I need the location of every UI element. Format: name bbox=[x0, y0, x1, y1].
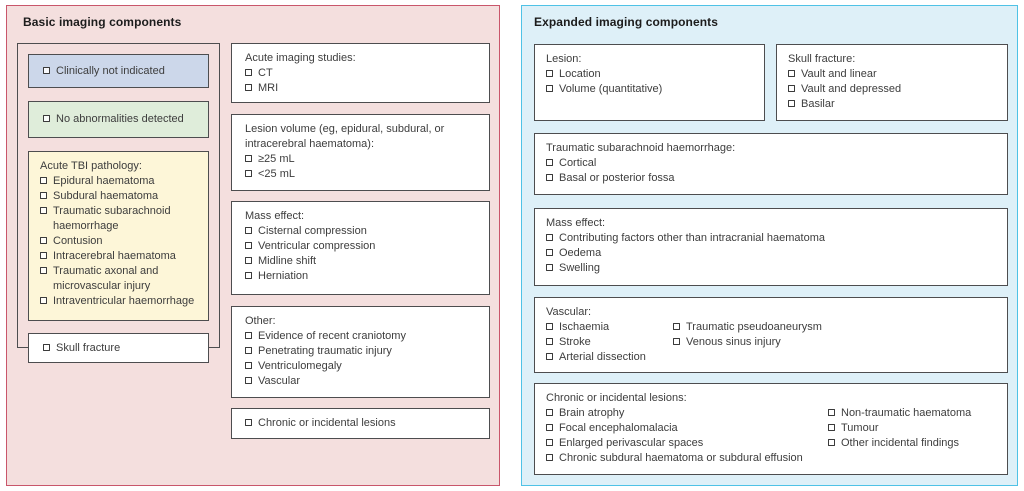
checklist-item-label: No abnormalities detected bbox=[56, 113, 184, 125]
checkbox-icon bbox=[43, 344, 50, 351]
checklist-column-2 bbox=[828, 406, 997, 451]
checklist bbox=[40, 174, 202, 309]
panel-basic-imaging bbox=[6, 5, 500, 486]
box-vascular-expanded bbox=[534, 297, 1008, 373]
checklist-item bbox=[245, 66, 479, 81]
checklist-item bbox=[546, 171, 997, 186]
checkbox-icon bbox=[245, 272, 252, 279]
checklist bbox=[546, 67, 754, 97]
checklist-item-label: Subdural haematoma bbox=[53, 190, 159, 202]
box-title: Acute imaging studies: bbox=[245, 52, 356, 64]
checklist-item-label: Tumour bbox=[841, 422, 879, 434]
checklist-item-label: Intraventricular haemorrhage bbox=[53, 295, 195, 307]
checklist-item bbox=[546, 421, 828, 436]
checklist-item-label: Ventriculomegaly bbox=[258, 360, 342, 372]
checkbox-icon bbox=[546, 454, 553, 461]
checkbox-icon bbox=[40, 237, 47, 244]
checkbox-icon bbox=[546, 234, 553, 241]
checklist-item bbox=[673, 320, 997, 335]
checkbox-icon bbox=[245, 170, 252, 177]
checkbox-icon bbox=[546, 409, 553, 416]
checkbox-icon bbox=[43, 67, 50, 74]
checklist-item-label: Stroke bbox=[559, 336, 591, 348]
panel-expanded-imaging bbox=[521, 5, 1018, 486]
checklist-item-label: Basilar bbox=[801, 98, 835, 110]
checklist-item-label: Brain atrophy bbox=[559, 407, 625, 419]
checklist-item bbox=[546, 350, 673, 365]
checklist-item bbox=[43, 112, 200, 127]
checklist-item bbox=[245, 239, 479, 254]
checkbox-icon bbox=[245, 347, 252, 354]
checklist-item bbox=[788, 67, 997, 82]
checklist-item bbox=[245, 81, 479, 96]
checklist-item bbox=[40, 249, 202, 264]
checkbox-icon bbox=[546, 264, 553, 271]
box-skull-fracture-expanded bbox=[776, 44, 1008, 121]
checklist-item-label: Location bbox=[559, 68, 601, 80]
checkbox-icon bbox=[245, 69, 252, 76]
checkbox-icon bbox=[245, 155, 252, 162]
checkbox-icon bbox=[43, 115, 50, 122]
checklist-item-label: Herniation bbox=[258, 270, 309, 282]
checklist-item bbox=[546, 82, 754, 97]
checklist-item bbox=[245, 329, 479, 344]
checkbox-icon bbox=[673, 323, 680, 330]
checklist bbox=[245, 224, 479, 284]
checkbox-icon bbox=[40, 177, 47, 184]
box-lesion bbox=[534, 44, 765, 121]
checklist-item-label: Ventricular compression bbox=[258, 240, 376, 252]
checklist-item bbox=[43, 341, 200, 356]
checklist-column-1 bbox=[546, 406, 828, 466]
checklist-item bbox=[788, 82, 997, 97]
box-title: Vascular: bbox=[546, 306, 592, 318]
checklist-item-label: Volume (quantitative) bbox=[559, 83, 663, 95]
box-chronic-or-incidental-basic bbox=[231, 408, 490, 439]
checkbox-icon bbox=[788, 100, 795, 107]
checklist-item bbox=[673, 335, 997, 350]
checklist bbox=[546, 231, 997, 276]
checklist-item bbox=[828, 436, 997, 451]
checklist-item-label: Basal or posterior fossa bbox=[559, 172, 675, 184]
checklist-item bbox=[828, 421, 997, 436]
checklist-item-label: Non-traumatic haematoma bbox=[841, 407, 972, 419]
checklist-item bbox=[245, 344, 479, 359]
checkbox-icon bbox=[788, 70, 795, 77]
checkbox-icon bbox=[546, 159, 553, 166]
checklist-item bbox=[546, 335, 673, 350]
checklist-item bbox=[546, 231, 997, 246]
checkbox-icon bbox=[788, 85, 795, 92]
checklist-item-label: Oedema bbox=[559, 247, 602, 259]
checklist bbox=[245, 152, 479, 182]
checkbox-icon bbox=[40, 192, 47, 199]
box-title: Mass effect: bbox=[245, 210, 305, 222]
checklist-item bbox=[40, 294, 202, 309]
checklist-item bbox=[245, 224, 479, 239]
box-traumatic-subarachnoid-haemorrhage bbox=[534, 133, 1008, 195]
checklist-item-label: Enlarged perivascular spaces bbox=[559, 437, 704, 449]
checklist-item-label: Chronic subdural haematoma or subdural effusion bbox=[559, 452, 803, 464]
checkbox-icon bbox=[828, 409, 835, 416]
checklist-item bbox=[43, 64, 200, 79]
checklist-item-label: Epidural haematoma bbox=[53, 175, 155, 187]
box-title: Lesion: bbox=[546, 53, 582, 65]
box-acute-imaging-studies bbox=[231, 43, 490, 103]
checkbox-icon bbox=[828, 424, 835, 431]
checklist-item bbox=[245, 254, 479, 269]
checklist-item-label: Penetrating traumatic injury bbox=[258, 345, 392, 357]
checklist-item bbox=[546, 67, 754, 82]
checkbox-icon bbox=[40, 267, 47, 274]
checkbox-icon bbox=[546, 338, 553, 345]
checklist-item bbox=[40, 264, 202, 294]
checkbox-icon bbox=[245, 242, 252, 249]
checkbox-icon bbox=[245, 419, 252, 426]
checkbox-icon bbox=[40, 297, 47, 304]
checklist-item bbox=[546, 406, 828, 421]
checklist-item-label: Traumatic axonal and microvascular injury bbox=[53, 265, 159, 292]
checklist-item bbox=[245, 152, 479, 167]
two-column-checklist bbox=[546, 320, 997, 365]
checklist-item-label: Traumatic pseudoaneurysm bbox=[686, 321, 822, 333]
checklist-item-label: Intracerebral haematoma bbox=[53, 250, 176, 262]
checkbox-icon bbox=[245, 332, 252, 339]
checklist bbox=[245, 66, 479, 96]
box-title: Skull fracture: bbox=[788, 53, 856, 65]
checklist-item-label: MRI bbox=[258, 82, 279, 94]
checklist-column-1 bbox=[546, 320, 673, 365]
box-title: Lesion volume (eg, epidural, subdural, or intracerebral haematoma): bbox=[245, 123, 445, 150]
checklist-item bbox=[788, 97, 997, 112]
box-lesion-volume bbox=[231, 114, 490, 191]
checklist-item-label: Chronic or incidental lesions bbox=[258, 417, 396, 429]
checklist-item bbox=[40, 189, 202, 204]
checklist-column-2 bbox=[673, 320, 997, 350]
checkbox-icon bbox=[828, 439, 835, 446]
checklist-item-label: Ischaemia bbox=[559, 321, 610, 333]
checkbox-icon bbox=[245, 377, 252, 384]
box-clinically-not-indicated bbox=[28, 54, 209, 88]
checklist-item-label: Arterial dissection bbox=[559, 351, 646, 363]
checklist-item-label: Contusion bbox=[53, 235, 103, 247]
checklist-item-label: <25 mL bbox=[258, 168, 295, 180]
two-column-checklist bbox=[546, 406, 997, 466]
panel-expanded-title: Expanded imaging components bbox=[534, 15, 719, 29]
checkbox-icon bbox=[546, 353, 553, 360]
checklist-item bbox=[828, 406, 997, 421]
checklist-item bbox=[546, 436, 828, 451]
checkbox-icon bbox=[245, 257, 252, 264]
checkbox-icon bbox=[245, 84, 252, 91]
checklist-item-label: Vascular bbox=[258, 375, 300, 387]
checklist-item-label: Vault and linear bbox=[801, 68, 877, 80]
box-title: Traumatic subarachnoid haemorrhage: bbox=[546, 142, 736, 154]
box-title: Other: bbox=[245, 315, 276, 327]
checkbox-icon bbox=[546, 174, 553, 181]
checklist-item-label: Evidence of recent craniotomy bbox=[258, 330, 406, 342]
checkbox-icon bbox=[546, 85, 553, 92]
checklist-item-label: Traumatic subarachnoid haemorrhage bbox=[53, 205, 171, 232]
checklist-item bbox=[245, 359, 479, 374]
checklist bbox=[788, 67, 997, 112]
box-mass-effect-basic bbox=[231, 201, 490, 295]
checklist-item-label: Contributing factors other than intracranial haematoma bbox=[559, 232, 825, 244]
box-other bbox=[231, 306, 490, 398]
checklist-item bbox=[546, 156, 997, 171]
box-skull-fracture-basic bbox=[28, 333, 209, 363]
checkbox-icon bbox=[245, 227, 252, 234]
checklist-item-label: Focal encephalomalacia bbox=[559, 422, 678, 434]
checklist-item bbox=[40, 234, 202, 249]
checklist-item-label: Clinically not indicated bbox=[56, 64, 165, 77]
checklist-item bbox=[546, 320, 673, 335]
checklist-item bbox=[245, 269, 479, 284]
checklist-item-label: Other incidental findings bbox=[841, 437, 960, 449]
checkbox-icon bbox=[546, 424, 553, 431]
checkbox-icon bbox=[245, 362, 252, 369]
checklist-item bbox=[546, 451, 828, 466]
checklist-item-label: Swelling bbox=[559, 262, 600, 274]
checkbox-icon bbox=[546, 323, 553, 330]
checkbox-icon bbox=[546, 70, 553, 77]
checklist-item-label: Vault and depressed bbox=[801, 83, 902, 95]
checklist-item-label: Cortical bbox=[559, 157, 597, 169]
box-mass-effect-expanded bbox=[534, 208, 1008, 286]
box-chronic-or-incidental-expanded bbox=[534, 383, 1008, 475]
checklist bbox=[546, 156, 997, 186]
checklist-item-label: CT bbox=[258, 67, 273, 79]
box-title: Chronic or incidental lesions: bbox=[546, 392, 687, 404]
checklist-item-label: ≥25 mL bbox=[258, 153, 295, 165]
checklist-item-label: Cisternal compression bbox=[258, 225, 367, 237]
checklist-item-label: Midline shift bbox=[258, 255, 317, 267]
checklist-item bbox=[40, 204, 202, 234]
checklist-item bbox=[245, 374, 479, 389]
checklist-item bbox=[40, 174, 202, 189]
checklist-item bbox=[546, 246, 997, 261]
checklist-item-label: Skull fracture bbox=[56, 341, 121, 354]
checkbox-icon bbox=[40, 252, 47, 259]
box-acute-tbi-pathology bbox=[28, 151, 209, 321]
checkbox-icon bbox=[546, 439, 553, 446]
box-title: Mass effect: bbox=[546, 217, 606, 229]
checkbox-icon bbox=[673, 338, 680, 345]
checklist-item-label: Venous sinus injury bbox=[686, 336, 781, 348]
checklist-item bbox=[546, 261, 997, 276]
checkbox-icon bbox=[40, 207, 47, 214]
box-no-abnormalities-detected bbox=[28, 101, 209, 138]
checklist-item bbox=[245, 416, 479, 431]
box-title: Acute TBI pathology: bbox=[40, 160, 142, 172]
panel-basic-title: Basic imaging components bbox=[23, 15, 182, 29]
checkbox-icon bbox=[546, 249, 553, 256]
checklist-item bbox=[245, 167, 479, 182]
checklist bbox=[245, 329, 479, 389]
